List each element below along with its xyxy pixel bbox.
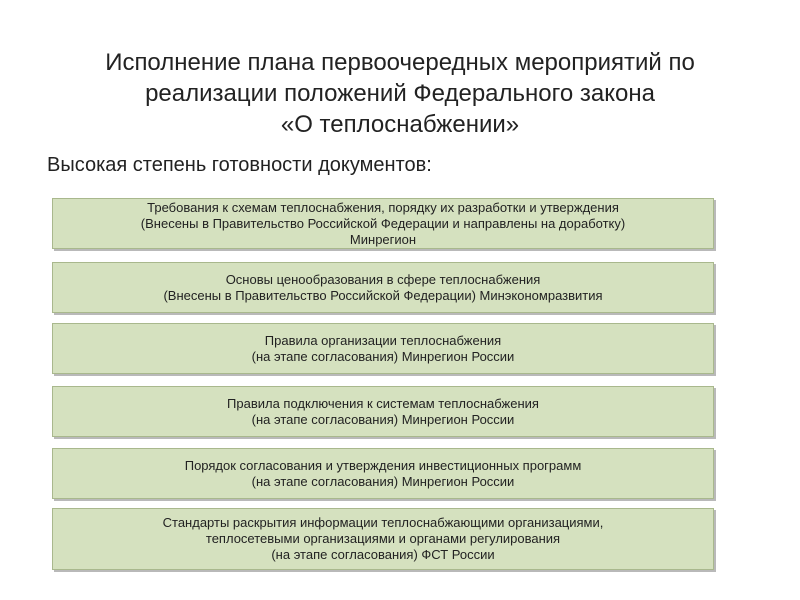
title-line-1: Исполнение плана первоочередных мероприятий по <box>105 49 695 76</box>
document-line: Стандарты раскрытия информации теплоснабжающими организациями, <box>162 515 604 530</box>
document-line: (на этапе согласования) Минрегион России <box>251 473 515 489</box>
document-box-organization-rules <box>52 323 714 374</box>
document-line: (на этапе согласования) Минрегион России <box>251 348 515 364</box>
document-line: (на этапе согласования) Минрегион России <box>251 411 515 427</box>
page-title <box>40 47 760 140</box>
document-box-pricing-basics <box>52 262 714 313</box>
title-line-2: реализации положений Федерального закона <box>145 80 655 107</box>
document-box-heat-supply-schemes <box>52 198 714 249</box>
document-line: Требования к схемам теплоснабжения, порядку их разработки и утверждения <box>147 199 619 215</box>
document-line: Правила подключения к системам теплоснабжения <box>227 395 539 411</box>
document-box-connection-rules <box>52 386 714 437</box>
document-line: (на этапе согласования) ФСТ России <box>271 547 495 562</box>
document-line: (Внесены в Правительство Российской Федерации и направлены на доработку) <box>140 215 626 231</box>
section-subtitle: Высокая степень готовности документов: <box>47 154 432 176</box>
document-line: Основы ценообразования в сфере теплоснабжения <box>225 271 541 287</box>
document-box-disclosure-standards <box>52 508 714 570</box>
document-line: Порядок согласования и утверждения инвестиционных программ <box>184 457 582 473</box>
document-line: (Внесены в Правительство Российской Федерации) Минэкономразвития <box>163 287 603 303</box>
title-line-3: «О теплоснабжении» <box>280 111 520 138</box>
document-line: Минрегион <box>349 231 417 247</box>
document-box-investment-programs <box>52 448 714 499</box>
document-line: теплосетевыми организациями и органами регулирования <box>205 531 561 546</box>
document-line: Правила организации теплоснабжения <box>264 332 502 348</box>
